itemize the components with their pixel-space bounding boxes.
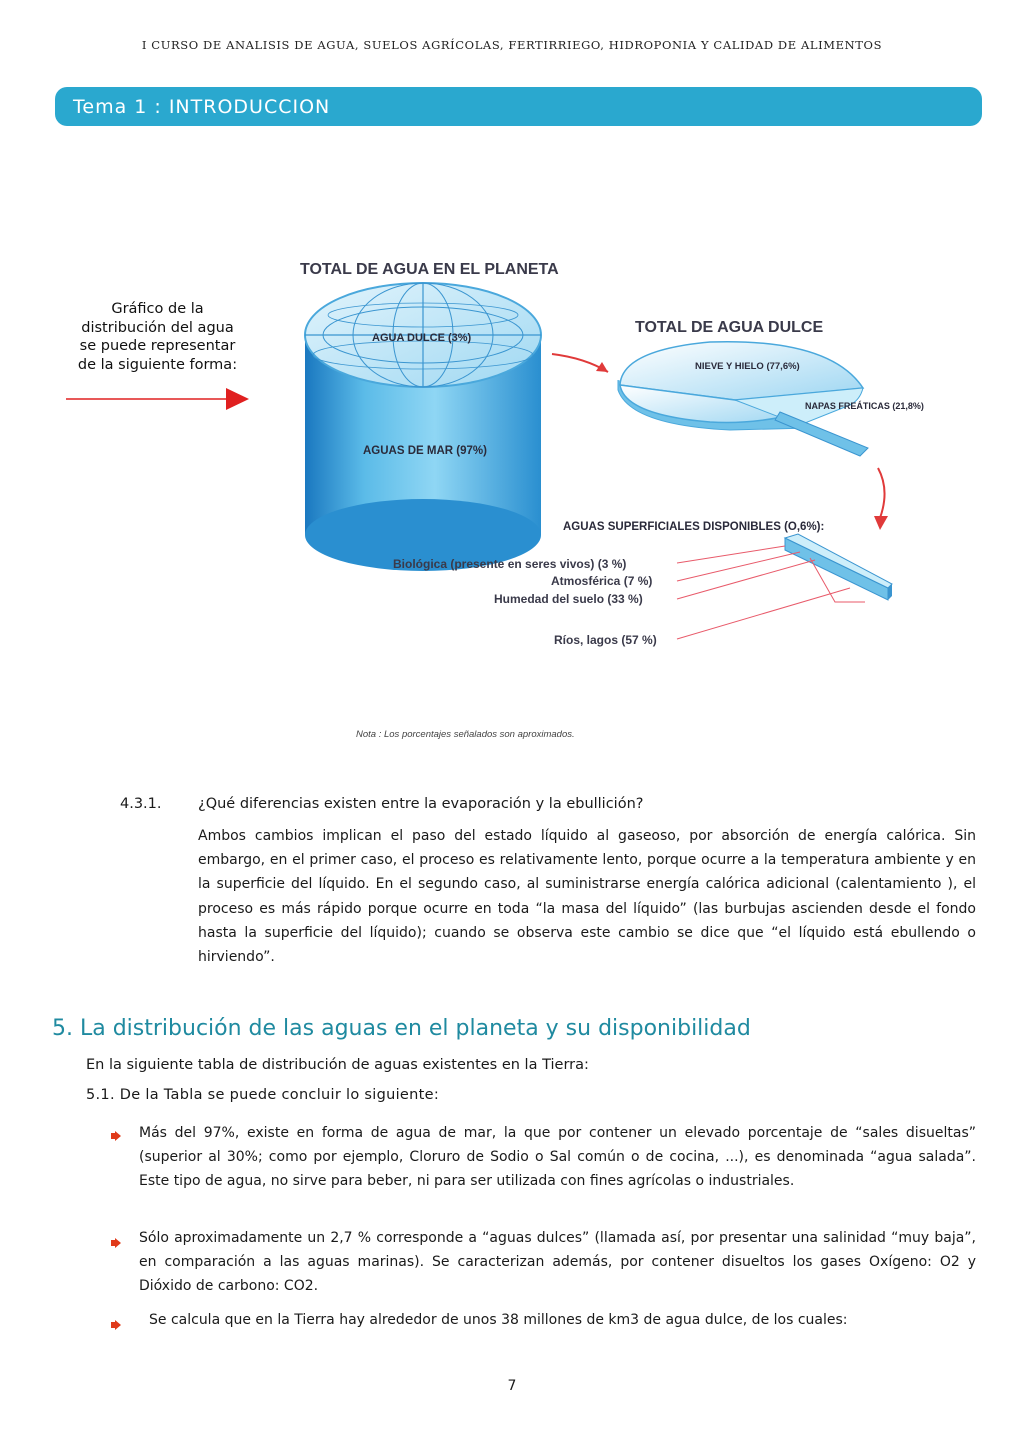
water-distribution-figure — [290, 250, 970, 750]
humedad-label: Humedad del suelo (33 %) — [494, 592, 643, 606]
red-down-arrow-icon — [878, 468, 885, 518]
nieve-label: NIEVE Y HIELO (77,6%) — [695, 361, 800, 372]
bullet-icon — [111, 1320, 121, 1330]
rios-label: Ríos, lagos (57 %) — [554, 633, 657, 647]
tema-heading-text: Tema 1 : INTRODUCCION — [73, 95, 331, 118]
question-text: ¿Qué diferencias existen entre la evaporación y la ebullición? — [198, 796, 644, 812]
figure-title: TOTAL DE AGUA EN EL PLANETA — [300, 261, 559, 278]
fresh-water-pie — [618, 342, 868, 456]
section-intro: En la siguiente tabla de distribución de aguas existentes en la Tierra: — [86, 1057, 589, 1073]
bullet-icon — [111, 1238, 121, 1248]
surface-water-bar — [785, 534, 892, 600]
napas-label: NAPAS FREÁTICAS (21,8%) — [805, 401, 924, 411]
bullet-item: Se calcula que en la Tierra hay alrededor de unos 38 millones de km3 de agua dulce, de los cuales: — [149, 1312, 848, 1328]
page-number: 7 — [507, 1378, 517, 1394]
subsection-heading: 5.1. De la Tabla se puede concluir lo siguiente: — [86, 1087, 440, 1103]
ocean-cylinder — [305, 283, 541, 571]
biologica-label: Biológica (presente en seres vivos) (3 %) — [393, 557, 627, 571]
figure-note: Nota : Los porcentajes señalados son aproximados. — [356, 729, 575, 740]
aguas-mar-label: AGUAS DE MAR (97%) — [363, 445, 487, 457]
bullet-item: Más del 97%, existe en forma de agua de mar, la que por contener un elevado porcentaje de “sales disueltas” (superior al 30%; como por ejemplo, Cloruro de Sodio o Sal común o de cocina, ...), es denominada “agua salada”. Este tipo de agua, no sirve para beber, ni para ser utilizada con fines agrícolas o industriales. — [139, 1125, 976, 1190]
atmosferica-label: Atmosférica (7 %) — [551, 574, 653, 588]
document-header: I CURSO DE ANALISIS DE AGUA, SUELOS AGRÍCOLAS, FERTIRRIEGO, HIDROPONIA Y CALIDAD DE ALIMENTOS — [141, 38, 883, 52]
section-title: 5. La distribución de las aguas en el planeta y su disponibilidad — [52, 1016, 751, 1041]
red-arrow-icon — [66, 388, 251, 412]
bullet-item: Sólo aproximadamente un 2,7 % corresponde a “aguas dulces” (llamada así, por presentar una salinidad “muy baja”, en comparación a las aguas marinas). Se caracterizan además, por contener disueltos los gases Oxígeno: O2 y Dióxido de carbono: CO2. — [139, 1230, 976, 1295]
bullet-icon — [111, 1131, 121, 1141]
side-note: Gráfico de la distribución del agua se puede representar de la siguiente forma: — [77, 301, 238, 373]
tema-heading-bar — [55, 87, 982, 126]
dulce-title: TOTAL DE AGUA DULCE — [635, 319, 824, 336]
question-number: 4.3.1. — [120, 796, 162, 812]
superficiales-label: AGUAS SUPERFICIALES DISPONIBLES (O,6%): — [563, 521, 825, 533]
agua-dulce-label: AGUA DULCE (3%) — [372, 332, 472, 344]
question-answer: Ambos cambios implican el paso del estado líquido al gaseoso, por absorción de energía calórica. Sin embargo, en el primer caso, el proceso es relativamente lento, porque ocurre a la temperatura ambiente y en la superficie del líquido. En el segundo caso, al suministrarse energía calórica adicional (calentamiento ), el proceso es más rápido porque ocurre en toda “la masa del líquido” (las burbujas ascienden desde el fondo hasta la superficie del líquido); cuando se observa este cambio se dice que “el líquido está ebullendo o hirviendo”. — [198, 828, 976, 966]
